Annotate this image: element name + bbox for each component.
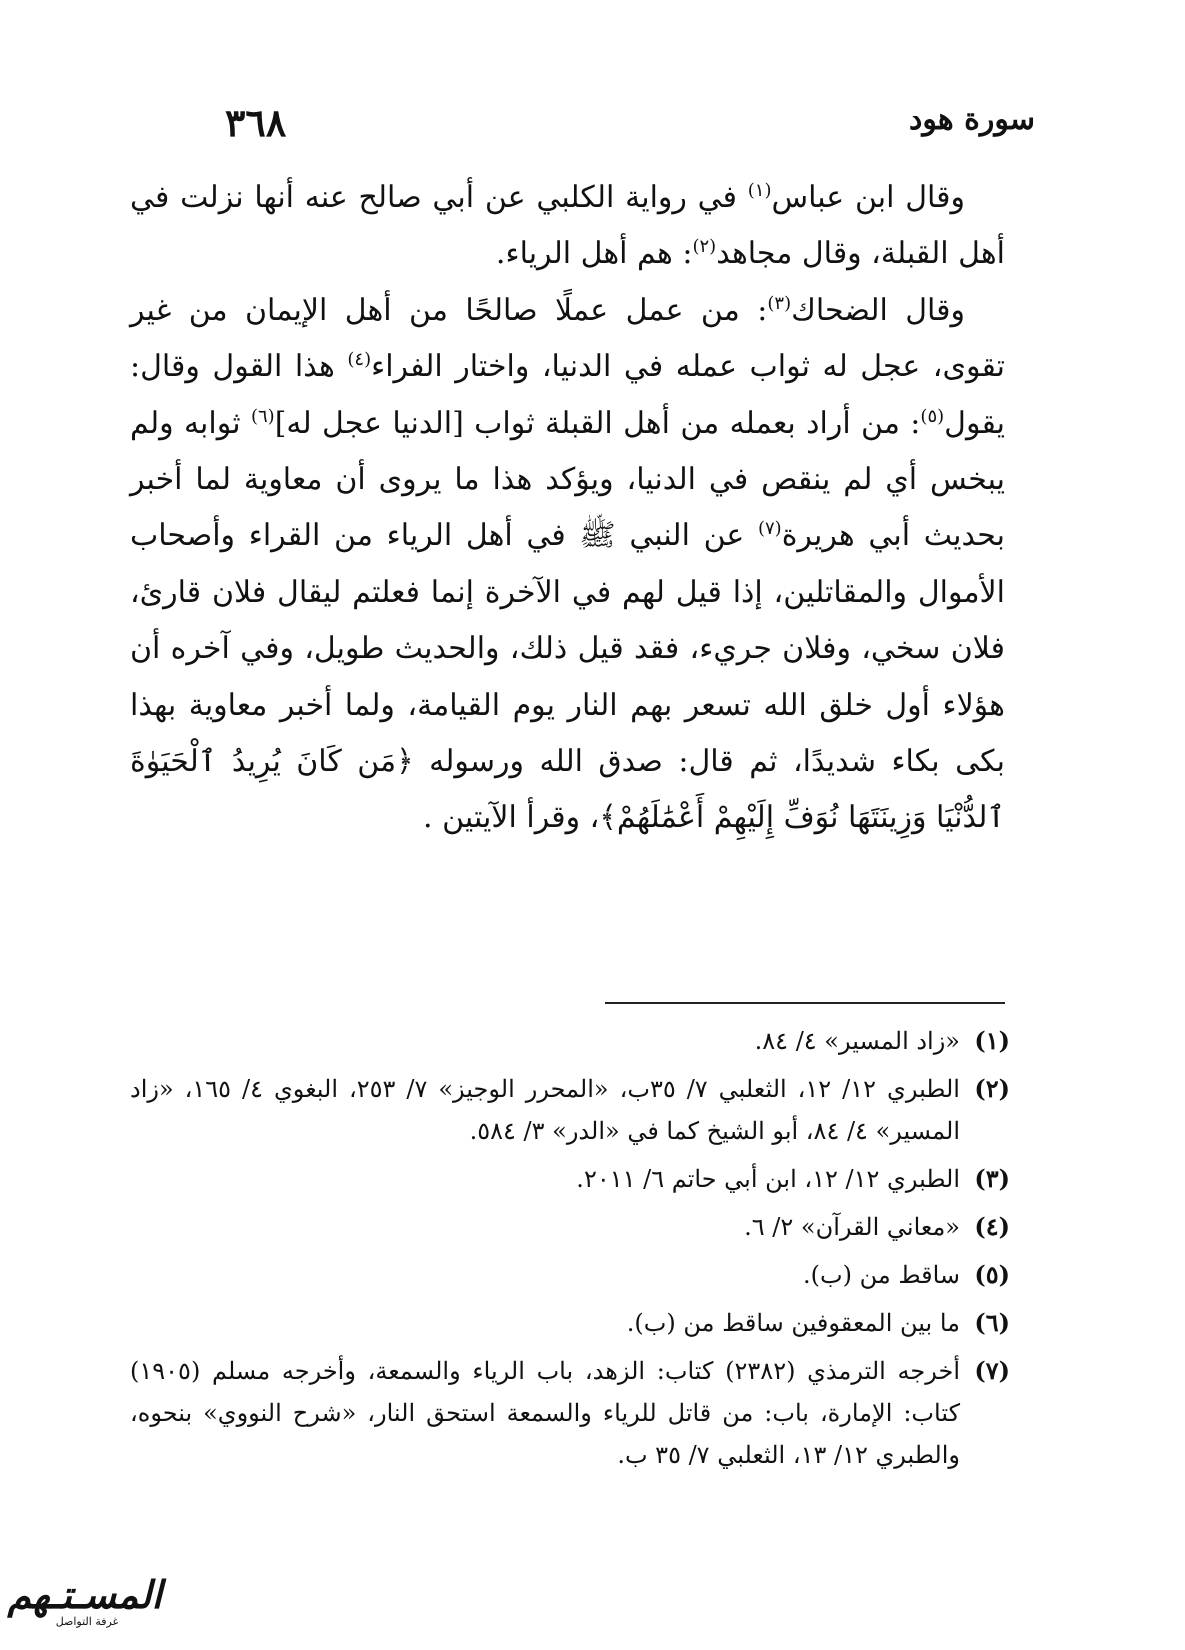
main-text [130,170,1005,847]
footnote-ref: (٦) [250,405,275,427]
footnote-ref: (٥) [920,405,945,427]
text-run: : من أراد بعمله من أهل القبلة ثواب [الدنيا عجل له] [274,405,921,441]
text-run: وقال الضحاك [791,292,966,328]
footnote-number: (٤) [974,1212,1010,1241]
footnote-number: (٧) [974,1356,1010,1385]
paragraph [130,283,1005,847]
text-run: : من عمل عملًا صالحًا من أهل الإيمان من غير تقوى، عجل له ثواب عمله في الدنيا، واختار الفراء [130,292,1005,385]
text-run: في رواية الكلبي عن أبي صالح عنه أنها نزلت في أهل القبلة، وقال مجاهد [130,180,1005,272]
footnote-item [130,1302,1010,1344]
text-run: ثوابه ولم يبخس أي لم ينقص في الدنيا، ويؤكد هذا ما يروى أن معاوية لما أخبر بحديث أبي هريرة [130,405,1005,554]
footnote-item [130,1158,1010,1200]
footnote-ref: (٧) [757,518,782,540]
footnote-number: (٥) [974,1260,1010,1289]
footnote-item [130,1350,1010,1476]
footnotes [130,1020,1010,1482]
footnote-item [130,1254,1010,1296]
footnote-text: الطبري ١٢/ ١٢، الثعلبي ٧/ ٣٥ب، «المحرر الوجيز» ٧/ ٢٥٣، البغوي ٤/ ١٦٥، «زاد المسير» ٤/ ٨٤، أبو الشيخ كما في «الدر» ٣/ ٥٨٤. [130,1075,960,1145]
text-run: عن النبي ﷺ في أهل الرياء من القراء وأصحاب الأموال والمقاتلين، إذا قيل لهم في الآخرة إنما فعلتم ليقال فلان قارئ، فلان سخي، وفلان جريء، فقد قيل ذلك، والحديث طويل، وفي آخره أن هؤلاء أول خلق الله تسعر بهم النار يوم القيامة، ولما أخبر معاوية بهذا بكى بكاء شديدًا، ثم قال: صدق الله ورسوله ﴿مَن كَانَ يُرِيدُ ٱلْحَيَوٰةَ ٱلدُّنْيَا وَزِينَتَهَا نُوَفِّ إِلَيْهِمْ أَعْمَٰلَهُمْ﴾، وقرأ الآيتين . [130,518,1005,836]
footnote-ref: (٤) [347,349,372,371]
footnote-item [130,1020,1010,1062]
logo-subtext: غرفة التواصل [55,1615,119,1628]
page-number: ٣٦٨ [225,100,287,145]
page-header [225,92,1035,152]
footnote-text: أخرجه الترمذي (٢٣٨٢) كتاب: الزهد، باب الرياء والسمعة، وأخرجه مسلم (١٩٠٥) كتاب: الإمارة، باب: من قاتل للرياء والسمعة استحق النار، «شرح النووي» بنحوه، والطبري ١٢/ ١٣، الثعلبي ٧/ ٣٥ ب. [130,1357,960,1469]
footnote-divider [605,1002,1005,1004]
footnote-number: (٣) [974,1164,1010,1193]
footnote-text: «معاني القرآن» ٢/ ٦. [744,1213,960,1241]
footnote-ref: (١) [747,180,772,201]
footnote-item [130,1206,1010,1248]
footnote-text: الطبري ١٢/ ١٢، ابن أبي حاتم ٦/ ٢٠١١. [576,1165,960,1193]
footnote-ref: (٣) [767,292,792,314]
logo-text: المسـتـهم [7,1572,162,1617]
text-run: وقال ابن عباس [771,180,965,215]
footnote-number: (٢) [974,1074,1010,1103]
watermark-logo [7,1572,162,1639]
footnote-ref: (٢) [692,236,717,258]
footnote-item [130,1068,1010,1152]
paragraph [130,170,1005,283]
text-run: هذا القول وقال: يقول [130,349,1005,441]
footnote-text: ساقط من (ب). [802,1261,960,1289]
footnote-number: (١) [974,1026,1010,1055]
footnote-text: ما بين المعقوفين ساقط من (ب). [626,1309,960,1337]
text-run: : هم أهل الرياء. [495,236,693,272]
footnote-number: (٦) [974,1308,1010,1337]
surah-title: سورة هود [909,102,1035,137]
footnote-text: «زاد المسير» ٤/ ٨٤. [754,1027,960,1055]
